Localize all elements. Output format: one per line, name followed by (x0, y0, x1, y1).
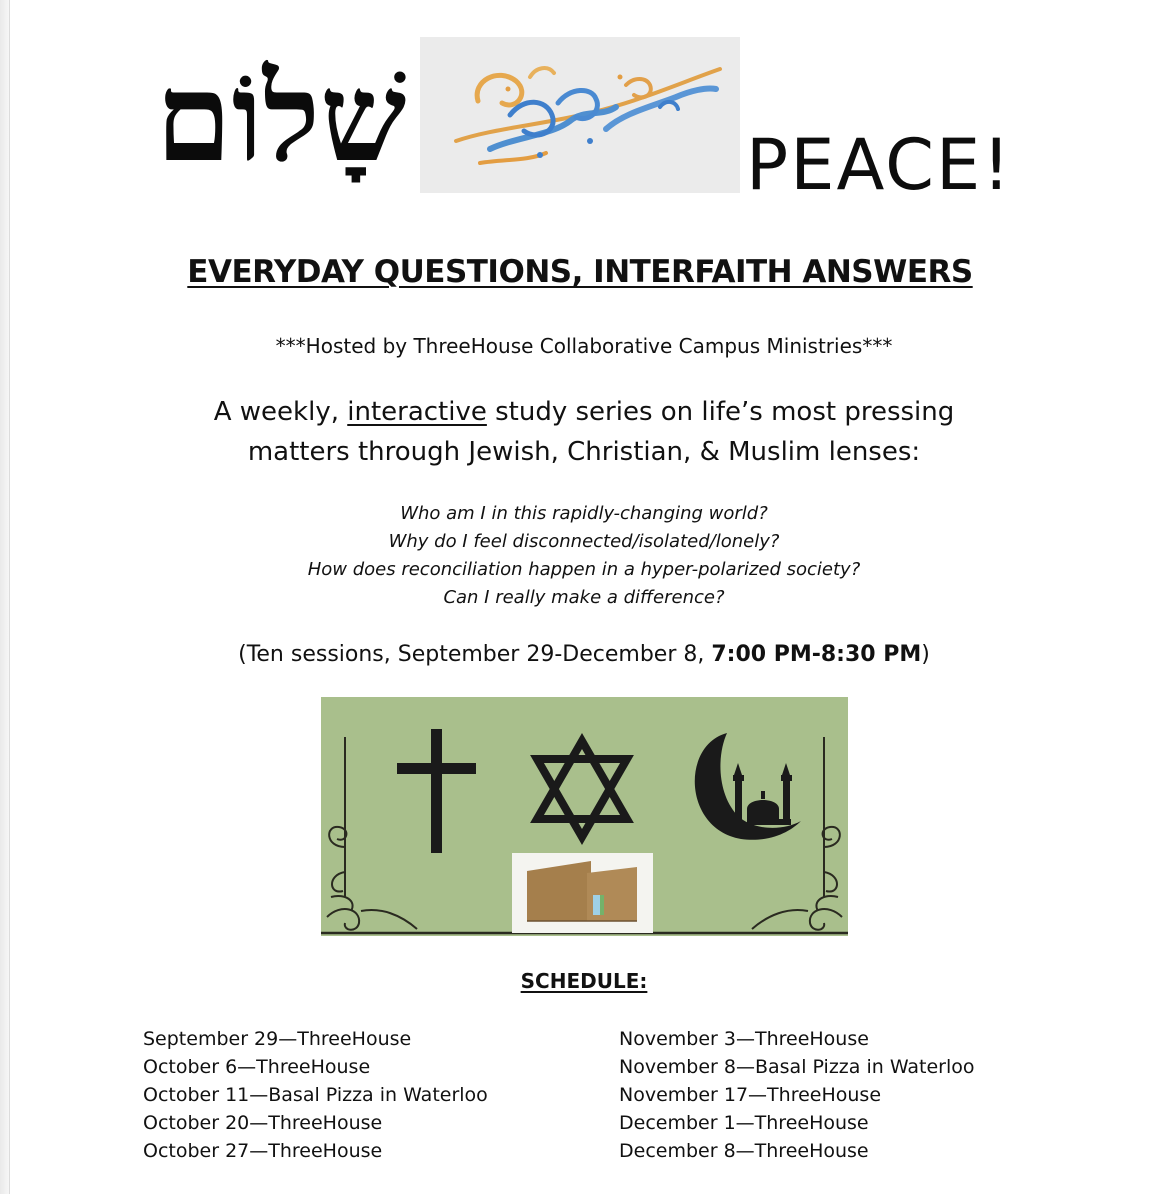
schedule-item: November 17—ThreeHouse (619, 1084, 882, 1106)
schedule-item: October 11—Basal Pizza in Waterloo (143, 1084, 488, 1106)
peace-heading: PEACE! (746, 124, 1013, 206)
arabic-calligraphy-icon (420, 37, 740, 193)
question-item: Why do I feel disconnected/isolated/lonely? (388, 531, 780, 552)
arabic-calligraphy-image (420, 37, 740, 193)
interfaith-banner-image (321, 697, 848, 936)
question-item: How does reconciliation happen in a hyper-polarized society? (307, 559, 861, 580)
intro-line-1 (0, 392, 1160, 432)
sessions-time: 7:00 PM-8:30 PM (711, 642, 922, 667)
intro-text-part1: A weekly, (213, 397, 348, 427)
schedule-item: October 27—ThreeHouse (143, 1140, 383, 1162)
schedule-item: December 1—ThreeHouse (619, 1112, 869, 1134)
intro-underlined-word: interactive (347, 397, 487, 427)
sessions-prefix: (Ten sessions, September 29-December 8, (238, 642, 712, 667)
schedule-item: September 29—ThreeHouse (143, 1028, 412, 1050)
host-line: ***Hosted by ThreeHouse Collaborative Campus Ministries*** (275, 334, 893, 358)
intro-paragraph (0, 392, 1160, 472)
questions-list (0, 500, 1160, 612)
sessions-line (0, 639, 1160, 671)
intro-line-2: matters through Jewish, Christian, & Muslim lenses: (247, 437, 921, 467)
page-title: EVERYDAY QUESTIONS, INTERFAITH ANSWERS (187, 254, 973, 290)
schedule-right-column (619, 1025, 975, 1165)
question-item: Who am I in this rapidly-changing world? (400, 503, 768, 524)
schedule-item: November 3—ThreeHouse (619, 1028, 869, 1050)
schedule-left-column (143, 1025, 488, 1165)
schedule-item: October 6—ThreeHouse (143, 1056, 371, 1078)
question-item: Can I really make a difference? (443, 587, 725, 608)
hebrew-shalom-text: שָׁלוֹם (155, 45, 407, 189)
interfaith-symbols-graphic (321, 697, 848, 936)
intro-text-part2: study series on life’s most pressing (486, 397, 955, 427)
schedule-heading: SCHEDULE: (520, 969, 648, 993)
schedule-item: October 20—ThreeHouse (143, 1112, 383, 1134)
schedule-item: December 8—ThreeHouse (619, 1140, 869, 1162)
sessions-suffix: ) (921, 642, 930, 667)
schedule-item: November 8—Basal Pizza in Waterloo (619, 1056, 975, 1078)
house-logo-icon (512, 853, 653, 933)
